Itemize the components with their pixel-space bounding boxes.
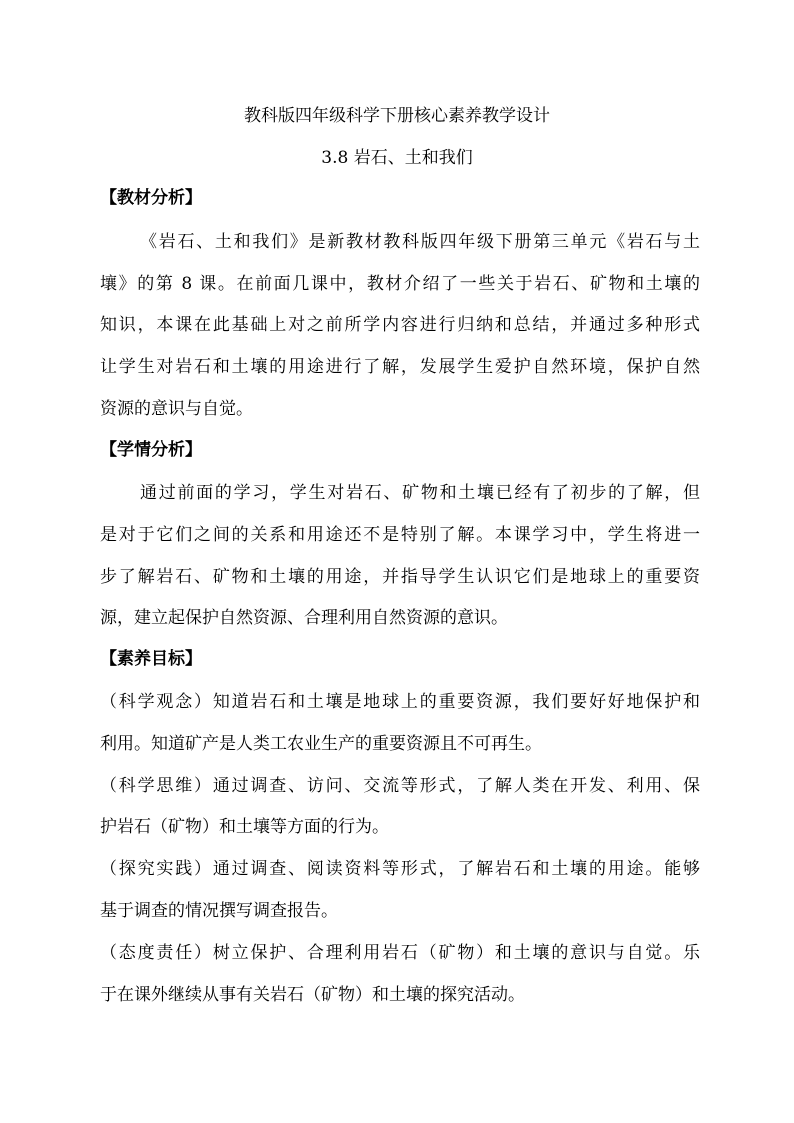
paragraph-line: 步了解岩石、矿物和土壤的用途，并指导学生认识它们是地球上的重要资 — [100, 567, 700, 587]
goal-line: 于在课外继续从事有关岩石（矿物）和土壤的探究活动。 — [100, 985, 525, 1005]
goal-line: （科学观念）知道岩石和土壤是地球上的重要资源，我们要好好地保护和 — [100, 692, 700, 712]
paragraph-line: 《岩石、土和我们》是新教材教科版四年级下册第三单元《岩石与土 — [140, 232, 700, 252]
goal-line: （态度责任）树立保护、合理利用岩石（矿物）和土壤的意识与自觉。乐 — [100, 943, 700, 963]
paragraph-line: 知识，本课在此基础上对之前所学内容进行归纳和总结，并通过多种形式 — [100, 315, 700, 335]
goal-line: 基于调查的情况撰写调查报告。 — [100, 901, 338, 921]
goal-line: 护岩石（矿物）和土壤等方面的行为。 — [100, 817, 389, 837]
document-subtitle: 3.8 岩石、土和我们 — [321, 148, 473, 168]
section-heading-student-analysis: 【学情分析】 — [100, 440, 202, 460]
document-title: 教科版四年级科学下册核心素养教学设计 — [244, 106, 550, 126]
goal-line: （科学思维）通过调查、访问、交流等形式，了解人类在开发、利用、保 — [100, 776, 700, 796]
paragraph-line: 源，建立起保护自然资源、合理利用自然资源的意识。 — [100, 608, 508, 628]
paragraph-line: 通过前面的学习，学生对岩石、矿物和土壤已经有了初步的了解，但 — [140, 483, 700, 503]
goal-line: （探究实践）通过调查、阅读资料等形式，了解岩石和土壤的用途。能够 — [100, 859, 700, 879]
section-heading-literacy-goals: 【素养目标】 — [100, 649, 202, 669]
paragraph-line: 资源的意识与自觉。 — [100, 399, 253, 419]
goal-line: 利用。知道矿产是人类工农业生产的重要资源且不可再生。 — [100, 734, 542, 754]
paragraph-line: 壤》的第 8 课。在前面几课中，教材介绍了一些关于岩石、矿物和土壤的 — [100, 274, 700, 294]
section-heading-textbook-analysis: 【教材分析】 — [100, 188, 202, 208]
paragraph-line: 是对于它们之间的关系和用途还不是特别了解。本课学习中，学生将进一 — [100, 525, 700, 545]
paragraph-line: 让学生对岩石和土壤的用途进行了解，发展学生爱护自然环境，保护自然 — [100, 357, 700, 377]
